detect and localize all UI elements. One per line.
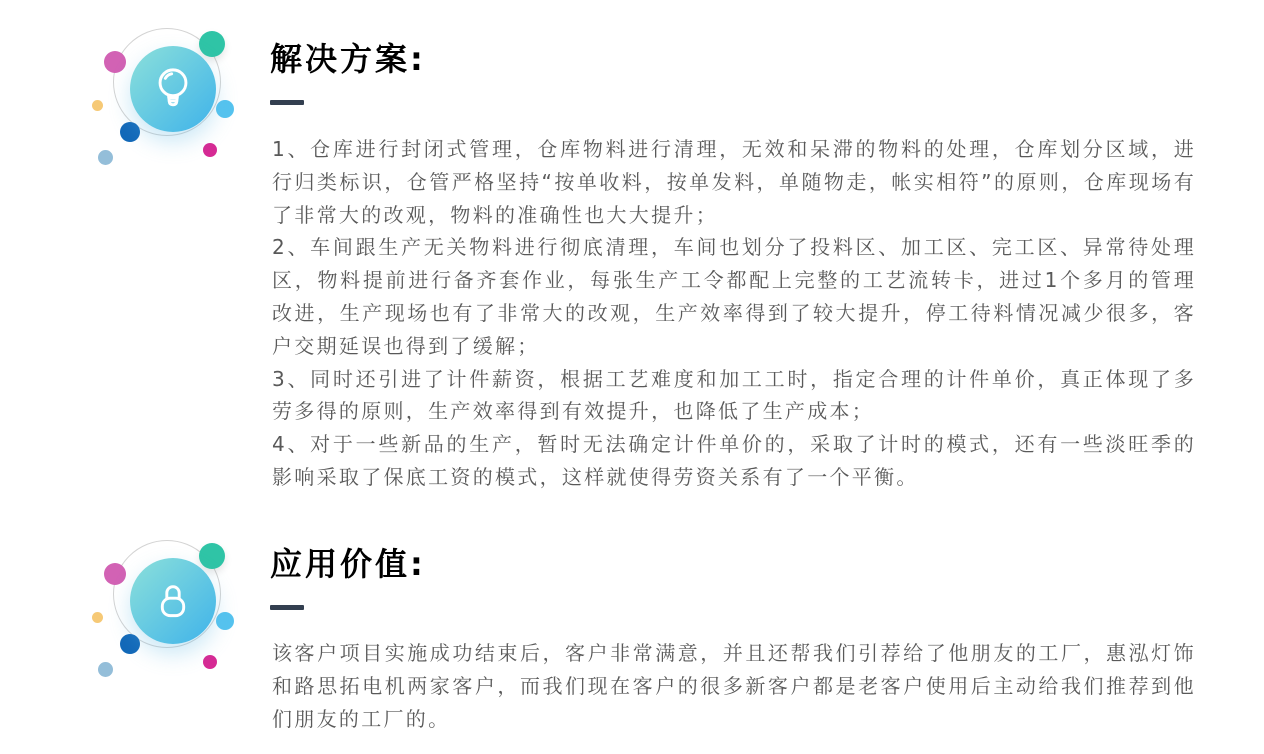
pink-dot xyxy=(104,51,126,73)
section-title-solution: 解决方案: xyxy=(270,40,426,78)
magenta-dot xyxy=(203,655,217,669)
value-section xyxy=(0,527,1264,754)
paragraph-3: 3、同时还引进了计件薪资，根据工艺难度和加工工时，指定合理的计件单价，真正体现了多劳多得的原则，生产效率得到有效提升，也降低了生产成本； xyxy=(272,366,1196,424)
paragraph-4: 4、对于一些新品的生产，暂时无法确定计件单价的，采取了计时的模式，还有一些淡旺季的影响采取了保底工资的模式，这样就使得劳资关系有了一个平衡。 xyxy=(272,432,1196,489)
value-icon-cluster xyxy=(80,527,240,679)
steel-blue-dot xyxy=(98,662,113,677)
yellow-dot xyxy=(92,100,103,111)
solution-icon-cluster xyxy=(80,15,240,167)
solution-body xyxy=(272,133,1196,494)
lock-badge xyxy=(130,558,216,644)
paragraph-1: 该客户项目实施成功结束后，客户非常满意，并且还帮我们引荐给了他朋友的工厂，惠泓灯饰和路思拓电机两家客户，而我们现在客户的很多新客户都是老客户使用后主动给我们推荐到他们朋友的工厂的。 xyxy=(272,641,1196,731)
lightbulb-icon xyxy=(146,62,200,116)
yellow-dot xyxy=(92,612,103,623)
solution-section xyxy=(0,15,1264,515)
lightbulb-badge xyxy=(130,46,216,132)
navy-dot xyxy=(120,122,140,142)
section-title-value: 应用价值: xyxy=(270,545,426,583)
value-body xyxy=(272,637,1196,735)
title-underline xyxy=(270,605,304,610)
steel-blue-dot xyxy=(98,150,113,165)
title-underline xyxy=(270,100,304,105)
paragraph-2: 2、车间跟生产无关物料进行彻底清理，车间也划分了投料区、加工区、完工区、异常待处理区，物料提前进行备齐套作业，每张生产工令都配上完整的工艺流转卡，进过1个多月的管理改进，生产现场也有了非常大的改观，生产效率得到了较大提升，停工待料情况减少很多，客户交期延误也得到了缓解； xyxy=(272,235,1196,358)
sky-blue-dot xyxy=(216,612,234,630)
teal-dot xyxy=(199,543,225,569)
navy-dot xyxy=(120,634,140,654)
sky-blue-dot xyxy=(216,100,234,118)
teal-dot xyxy=(199,31,225,57)
magenta-dot xyxy=(203,143,217,157)
lock-icon xyxy=(146,574,200,628)
paragraph-1: 1、仓库进行封闭式管理，仓库物料进行清理，无效和呆滞的物料的处理，仓库划分区域，进行归类标识，仓管严格坚持“按单收料，按单发料，单随物走，帐实相符”的原则，仓库现场有了非常大的改观，物料的准确性也大大提升； xyxy=(272,137,1196,227)
pink-dot xyxy=(104,563,126,585)
